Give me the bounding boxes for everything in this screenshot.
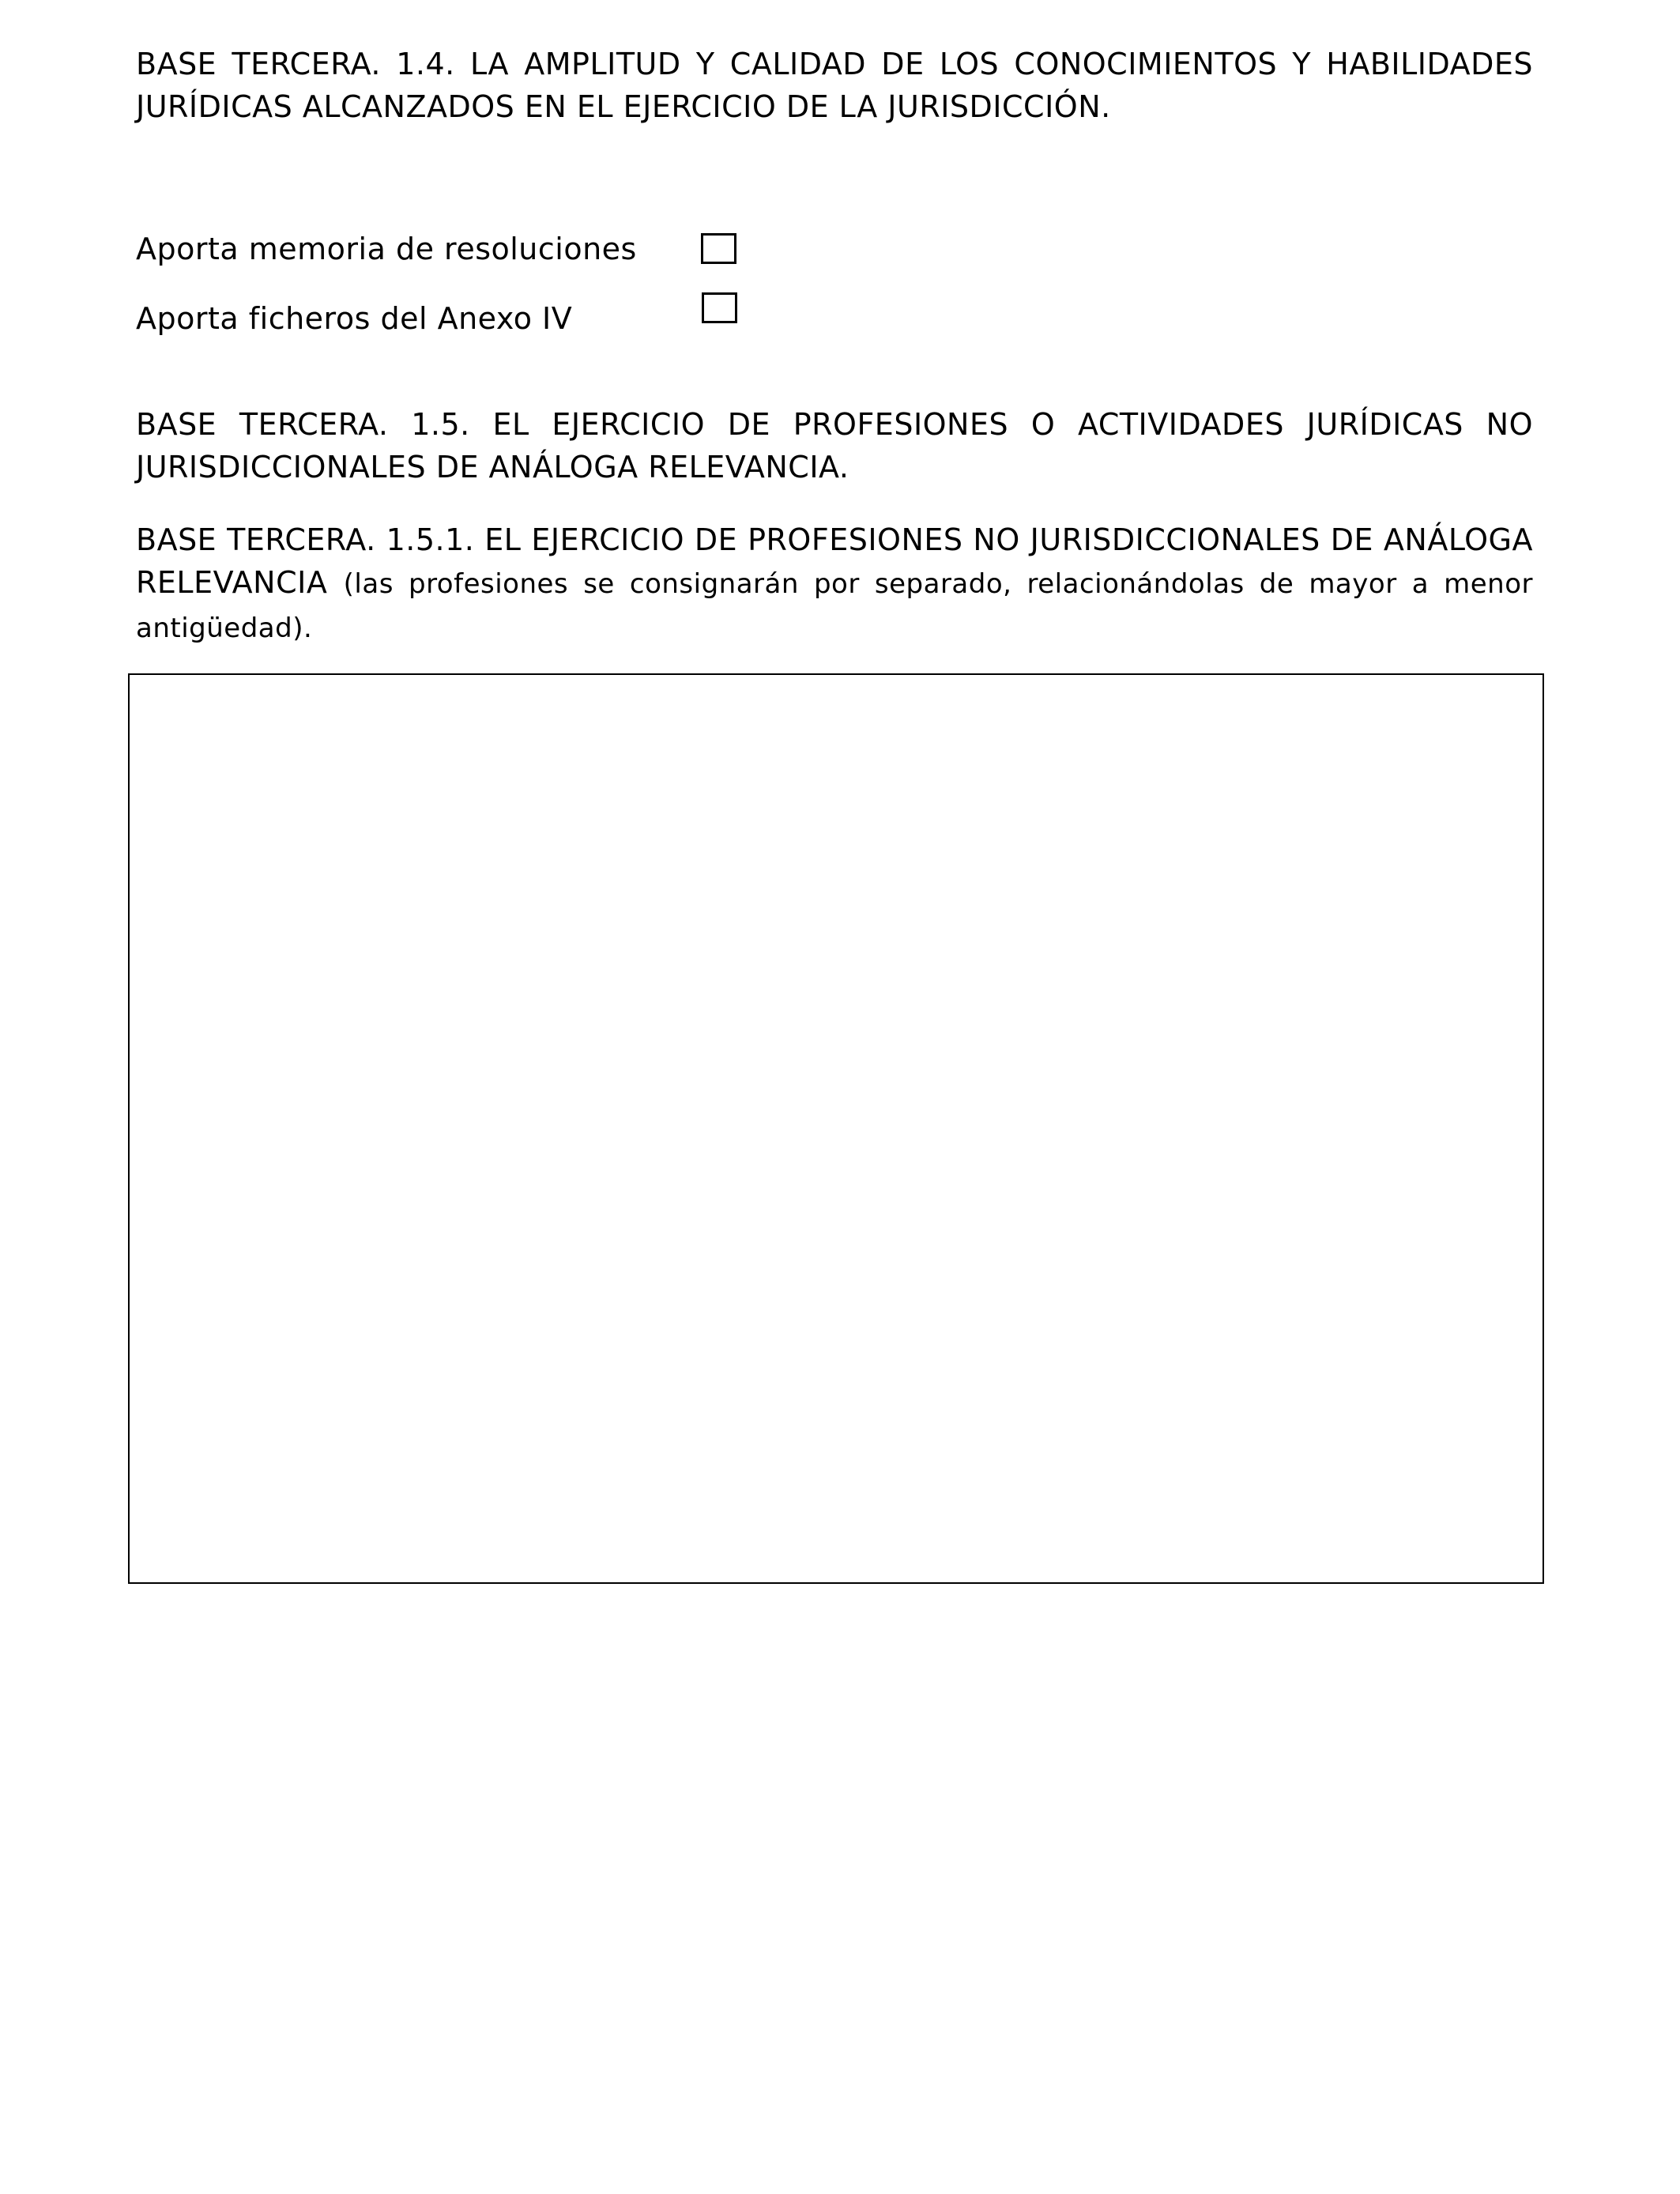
section-1-5-1-heading	[136, 518, 1533, 650]
section-1-4-heading	[136, 43, 1533, 128]
ficheros-anexo-iv-label: Aporta ficheros del Anexo IV	[136, 301, 573, 336]
section-1-5-heading	[136, 403, 1533, 488]
memoria-resoluciones-checkbox[interactable]	[701, 233, 736, 264]
profesiones-answer-box[interactable]	[128, 673, 1544, 1584]
section-1-5-heading-text: BASE TERCERA. 1.5. EL EJERCICIO DE PROFESIONES O ACTIVIDADES JURÍDICAS NO JURISDICCIONALES DE ANÁLOGA RELEVANCIA.	[136, 407, 1533, 484]
section-1-5-1-note: (las profesiones se consignarán por separado, relacionándolas de mayor a menor antigüedad).	[136, 568, 1533, 644]
ficheros-anexo-iv-checkbox[interactable]	[702, 292, 737, 323]
section-1-4-heading-text: BASE TERCERA. 1.4. LA AMPLITUD Y CALIDAD DE LOS CONOCIMIENTOS Y HABILIDADES JURÍDICAS ALCANZADOS EN EL EJERCICIO DE LA JURISDICCIÓN.	[136, 47, 1533, 124]
memoria-resoluciones-label: Aporta memoria de resoluciones	[136, 232, 637, 266]
section-1-5-1-heading-text: BASE TERCERA. 1.5.1. EL EJERCICIO DE PROFESIONES NO JURISDICCIONALES DE ANÁLOGA RELEVANCIA	[136, 522, 1533, 600]
